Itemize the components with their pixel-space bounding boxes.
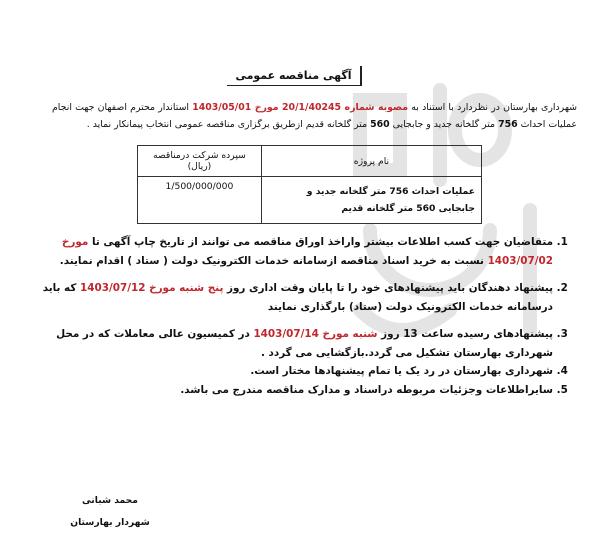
deposit-cell: 1/500/000/000: [138, 177, 262, 224]
signatory-name: محمد شبانی: [82, 495, 138, 506]
intro-text-3: متر گلخانه جدید و جابجایی: [392, 119, 496, 130]
intro-number-2: 560: [370, 119, 390, 130]
highlighted-date: پنج شنبه مورخ 1403/07/12: [80, 282, 224, 294]
list-item-text: متقاضیان جهت کسب اطلاعات بیشتر واراخذ اوراق مناقصه می توانند از تاریخ چاپ آگهی تا: [88, 236, 553, 248]
notice-title: آگهی مناقصه عمومی: [227, 66, 361, 86]
conditions-list: [8, 233, 575, 399]
list-item-text: که باید درسامانه خدمات الکترونیک دولت (ستاد) بارگذاری نمایند: [42, 282, 553, 313]
intro-text-1: شهرداری بهارستان در نظردارد با استناد به: [411, 102, 577, 113]
list-item-text: در کمیسیون عالی معاملات که در محل شهرداری بهارستان تشکیل می گردد.بازگشایی می گردد .: [56, 328, 553, 359]
list-item-text: سایراطلاعات وجزئیات مربوطه دراسناد و مدارک مناقصه مندرج می باشد.: [180, 383, 553, 396]
table-header-row: [138, 146, 482, 177]
project-name-cell: عملیات احداث 756 متر گلخانه جدید و جابجایی 560 متر گلخانه قدیم: [261, 177, 481, 224]
intro-text-2: استاندار محترم اصفهان جهت انجام عملیات احداث: [52, 102, 577, 130]
list-item: [8, 362, 553, 381]
list-item: [8, 233, 553, 270]
list-item: [8, 279, 553, 316]
list-item-text: پیشنهادهای رسیده ساعت 13 روز: [377, 328, 553, 340]
list-item-text: شهرداری بهارستان در رد یک یا تمام پیشنهادها مختار است.: [250, 365, 553, 377]
list-item-text: نسبت به خرید اسناد مناقصه ازسامانه خدمات الکترونیک دولت ( ستاد ) اقدام نمایند.: [59, 254, 488, 267]
table-row: [138, 177, 482, 224]
list-item: [8, 325, 553, 362]
intro-paragraph: [52, 99, 577, 133]
header-project-name: نام پروژه: [261, 146, 481, 177]
highlighted-date: مورخ 1403/07/02: [61, 236, 553, 267]
project-table: [137, 145, 482, 224]
intro-text-4: متر گلخانه قدیم ازطریق برگزاری مناقصه عمومی انتخاب پیمانکار نماید .: [86, 119, 368, 130]
intro-number-1: 756: [498, 119, 518, 130]
signatory-title: شهردار بهارستان: [70, 517, 150, 528]
signature-block: [40, 490, 180, 534]
list-item: [8, 381, 553, 400]
list-item-text: پیشنهاد دهندگان باید پیشنهادهای خود را تا پایان وقت اداری روز: [223, 282, 553, 294]
header-deposit: سپرده شرکت درمناقصه (ریال): [138, 146, 262, 177]
highlighted-date: شنبه مورخ 1403/07/14: [253, 328, 378, 340]
title-area: [0, 64, 589, 86]
approval-reference: مصوبه شماره 20/1/40245 مورخ 1403/05/01: [192, 102, 409, 113]
